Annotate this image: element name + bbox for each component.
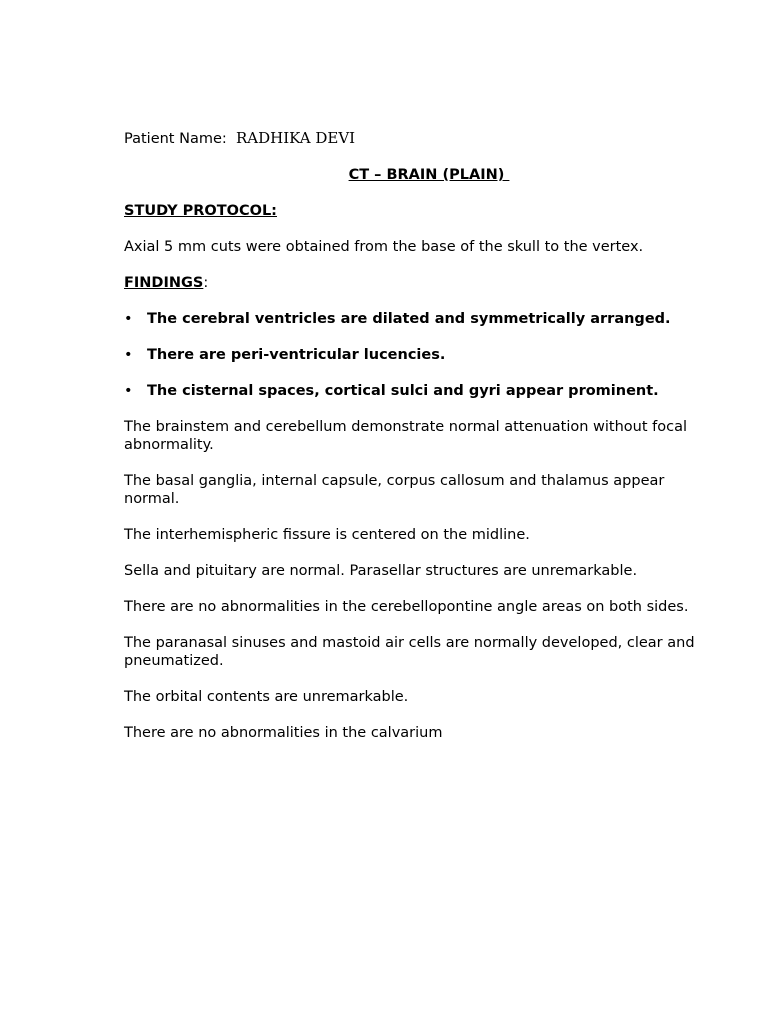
findings-heading <box>124 274 724 292</box>
bullet-text: There are peri-ventricular lucencies. <box>147 347 446 363</box>
finding-paragraph: The orbital contents are unremarkable. <box>124 689 409 705</box>
finding-paragraph: Sella and pituitary are normal. Parasellar structures are unremarkable. <box>124 563 638 579</box>
finding-paragraph: There are no abnormalities in the cerebellopontine angle areas on both sides. <box>124 599 689 615</box>
study-protocol-heading-text: STUDY PROTOCOL: <box>124 203 277 219</box>
patient-name-label: Patient Name: <box>124 131 227 147</box>
bullet-icon: • <box>124 383 133 399</box>
finding-paragraph: The interhemispheric fissure is centered on the midline. <box>124 527 530 543</box>
bullet-text: The cerebral ventricles are dilated and symmetrically arranged. <box>147 311 671 327</box>
finding-paragraph: The brainstem and cerebellum demonstrate normal attenuation without focal abnormality. <box>124 419 688 453</box>
finding-paragraph: The basal ganglia, internal capsule, corpus callosum and thalamus appear normal. <box>124 473 665 507</box>
findings-heading-colon: : <box>203 275 209 291</box>
study-protocol-text: Axial 5 mm cuts were obtained from the base of the skull to the vertex. <box>124 239 644 255</box>
findings-bullet-list <box>124 310 724 400</box>
patient-name-line <box>124 129 724 148</box>
list-item <box>124 382 724 400</box>
findings-heading-text: FINDINGS <box>124 275 204 291</box>
finding-paragraph: There are no abnormalities in the calvarium <box>124 725 443 741</box>
study-protocol-heading <box>124 202 724 220</box>
bullet-icon: • <box>124 347 133 363</box>
list-item <box>124 310 724 328</box>
finding-paragraph: The paranasal sinuses and mastoid air cells are normally developed, clear and pneumatized. <box>124 635 695 669</box>
patient-name-value: RADHIKA DEVI <box>235 129 356 147</box>
report-content <box>124 129 724 760</box>
list-item <box>124 346 724 364</box>
bullet-icon: • <box>124 311 133 327</box>
report-title: CT – BRAIN (PLAIN) <box>348 167 510 183</box>
bullet-text: The cisternal spaces, cortical sulci and gyri appear prominent. <box>147 383 659 399</box>
